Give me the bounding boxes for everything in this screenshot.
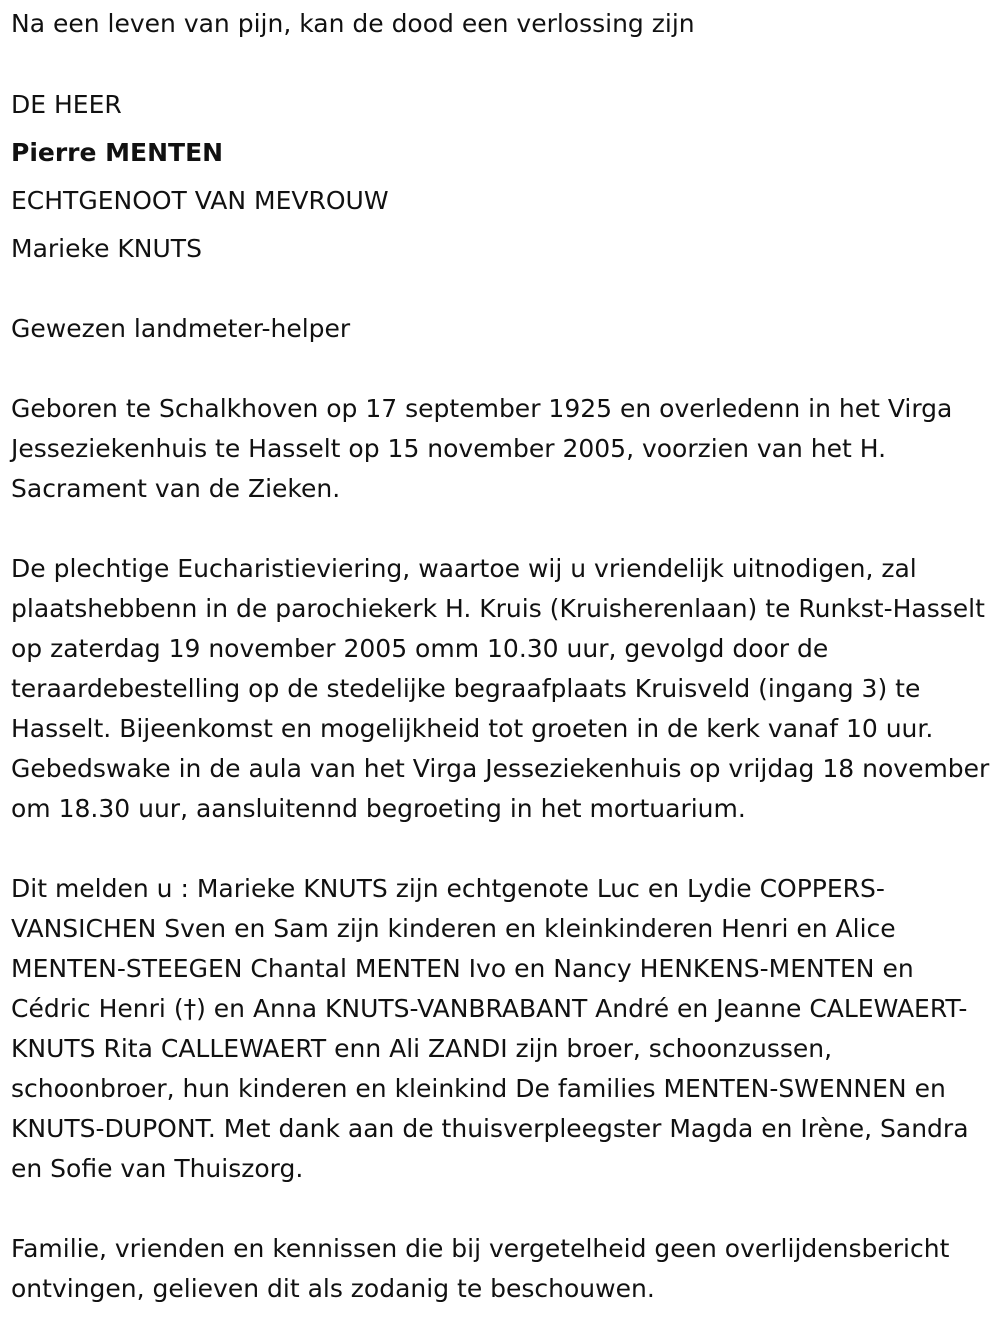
spouse-name: Marieke KNUTS (11, 234, 202, 263)
family-paragraph: Dit melden u : Marieke KNUTS zijn echtgenote Luc en Lydie COPPERS-VANSICHEN Sven en Sam zijn kinderen en kleinkinderen Henri en Alice MENTEN-STEEGEN Chantal MENTEN Ivo en Nancy HENKENS-MENTEN en Cédric Henri (†) en Anna KNUTS-VANBRABANT André en Jeanne CALEWAERT-KNUTS Rita CALLEWAERT enn Ali ZANDI zijn broer, schoonzussen, schoonbroer, hun kinderen en kleinkind De families MENTEN-SWENNEN en KNUTS-DUPONT. Met dank aan de thuisverpleegster Magda en Irène, Sandra en Sofie van Thuiszorg. (11, 874, 969, 1183)
spouse-prefix: ECHTGENOOT VAN MEVROUW (11, 186, 389, 215)
opening-quote: Na een leven van pijn, kan de dood een verlossing zijn (11, 9, 695, 38)
birth-death-paragraph: Geboren te Schalkhoven op 17 september 1925 en overledenn in het Virga Jesseziekenhuis te Hasselt op 15 november 2005, voorzien van het H. Sacrament van de Zieken. (11, 394, 953, 503)
occupation: Gewezen landmeter-helper (11, 314, 351, 343)
ceremony-paragraph: De plechtige Eucharistieviering, waartoe wij u vriendelijk uitnodigen, zal plaatshebbenn in de parochiekerk H. Kruis (Kruisherenlaan) te Runkst-Hasselt op zaterdag 19 november 2005 omm 10.30 uur, gevolgd door de teraardebestelling op de stedelijke begraafplaats Kruisveld (ingang 3) te Hasselt. Bijeenkomst en mogelijkheid tot groeten in de kerk vanaf 10 uur. Gebedswake in de aula van het Virga Jesseziekenhuis op vrijdag 18 november om 18.30 uur, aansluitennd begroeting in het mortuarium. (11, 554, 990, 823)
closing-note: Familie, vrienden en kennissen die bij vergetelheid geen overlijdensbericht ontvingen, gelieven dit als zodanig te beschouwen. (11, 1234, 950, 1303)
deceased-name: Pierre MENTEN (11, 138, 224, 167)
title-prefix: DE HEER (11, 90, 122, 119)
